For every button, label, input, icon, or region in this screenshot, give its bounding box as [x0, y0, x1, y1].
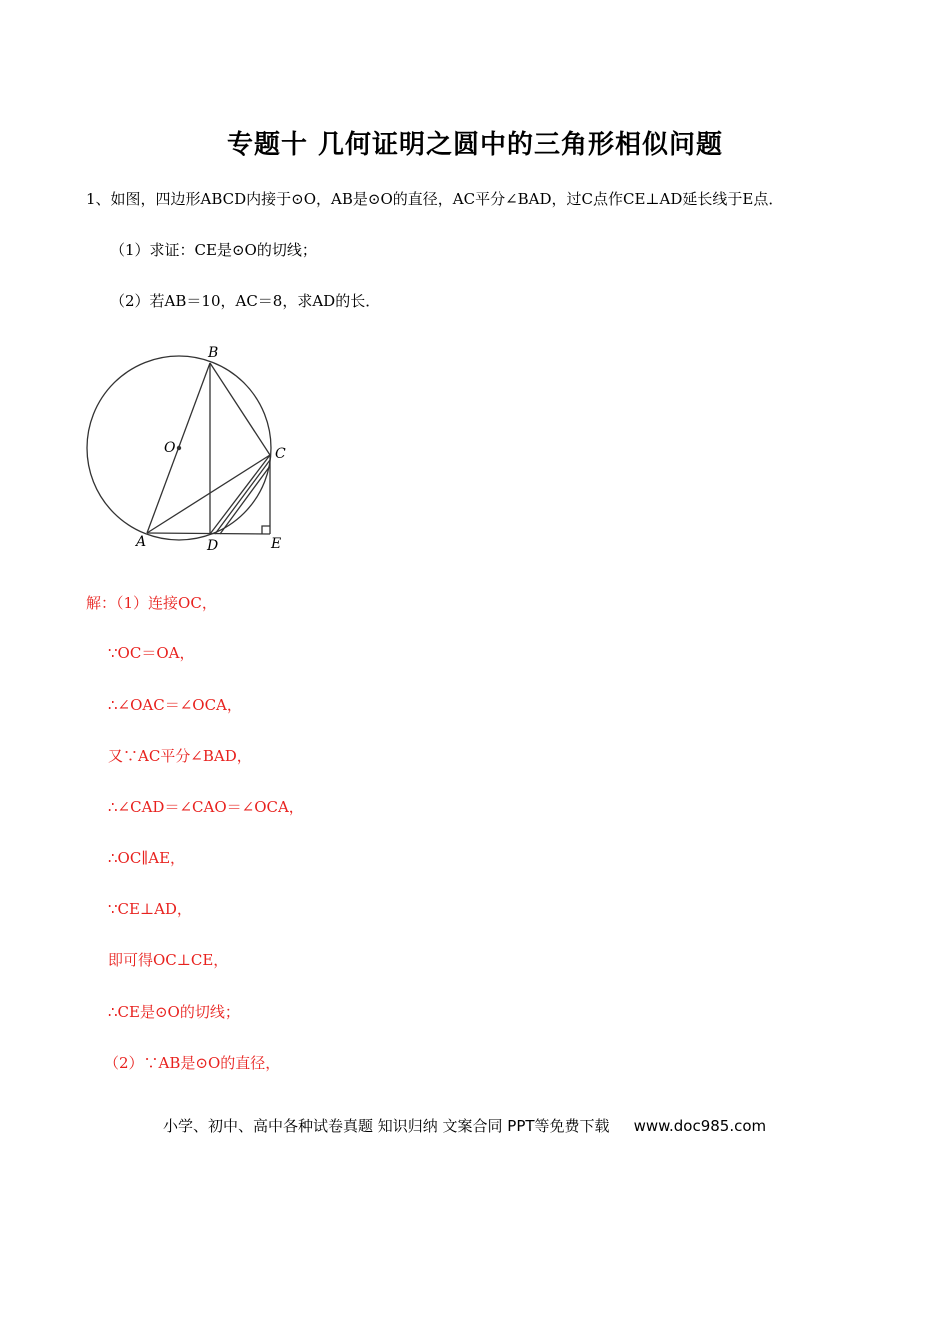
segment-ae: [147, 533, 270, 534]
label-b: B: [208, 345, 219, 361]
solution-line: ∵CE⊥AD，: [108, 900, 192, 918]
solution-line: 又∵AC平分∠BAD，: [108, 747, 252, 765]
solution-line: （2）∵AB是⊙O的直径，: [104, 1054, 281, 1072]
label-c: C: [275, 446, 286, 462]
solution-line: ∴∠CAD＝∠CAO＝∠OCA，: [108, 798, 304, 816]
footer-text: 小学、初中、高中各种试卷真题 知识归纳 文案合同 PPT等免费下载: [163, 1117, 610, 1135]
footer-url[interactable]: www.doc985.com: [633, 1117, 767, 1135]
segment-dc-2: [215, 460, 270, 534]
segment-bc: [210, 363, 270, 455]
problem-part-1: （1）求证：CE是⊙O的切线；: [110, 241, 317, 259]
center-point-o: [177, 446, 181, 450]
right-angle-mark: [262, 526, 270, 534]
page-title: 专题十 几何证明之圆中的三角形相似问题: [226, 130, 724, 160]
problem-part-2: （2）若AB＝10，AC＝8，求AD的长．: [110, 292, 381, 310]
label-o: O: [164, 440, 176, 456]
solution-line: ∴OC∥AE，: [108, 849, 186, 867]
page-footer: [163, 1115, 766, 1136]
solution-line: 解：（1）连接OC，: [86, 594, 217, 612]
problem-stem: 1、如图，四边形ABCD内接于⊙O，AB是⊙O的直径，AC平分∠BAD，过C点作CE⊥AD延长线于E点．: [86, 190, 784, 208]
solution-line: ∴∠OAC＝∠OCA，: [108, 696, 242, 714]
label-d: D: [207, 538, 219, 554]
solution-line: 即可得OC⊥CE，: [108, 951, 229, 969]
label-e: E: [271, 536, 282, 552]
segment-dc: [210, 455, 270, 534]
segment-ac: [147, 455, 270, 533]
solution-line: ∴CE是⊙O的切线；: [108, 1003, 240, 1021]
segment-dc-3: [220, 466, 270, 534]
solution-line: ∵OC＝OA，: [108, 644, 195, 662]
geometry-figure: [78, 340, 308, 564]
label-a: A: [136, 534, 147, 550]
